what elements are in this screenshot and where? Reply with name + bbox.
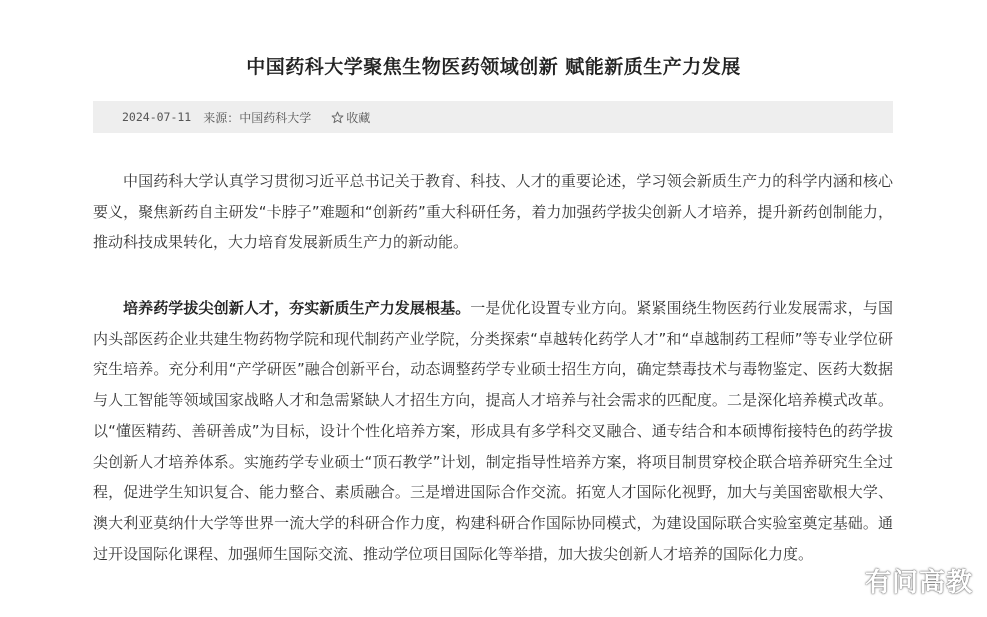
article-paragraph-1: 中国药科大学认真学习贯彻习近平总书记关于教育、科技、人才的重要论述，学习领会新质生产力的科学内涵和核心要义，聚焦新药自主研发“卡脖子”难题和“创新药”重大科研任务，着力加强药学拔尖创新人才培养，提升新药创制能力，推动科技成果转化，大力培育发展新质生产力的新动能。 — [93, 172, 893, 252]
star-outline-icon — [331, 111, 344, 124]
publish-date: 2024-07-11 — [122, 110, 192, 124]
paragraph-2-body: 一是优化设置专业方向。紧紧围绕生物医药行业发展需求，与国内头部医药企业共建生物药物学院和现代制药产业学院，分类探索“卓越转化药学人才”和“卓越制药工程师”等专业学位研究生培养。充分利用“产学研医”融合创新平台，动态调整药学专业硕士招生方向，确定禁毒技术与毒物鉴定、医药大数据与人工智能等领域国家战略人才和急需紧缺人才招生方向，提高人才培养与社会需求的匹配度。二是深化培养模式改革。以“懂医精药、善研善成”为目标，设计个性化培养方案，形成具有多学科交叉融合、通专结合和本硕博衔接特色的药学拔尖创新人才培养体系。实施药学专业硕士“顶石教学”计划，制定指导性培养方案，将项目制贯穿校企联合培养研究生全过程，促进学生知识复合、能力整合、素质融合。三是增进国际合作交流。拓宽人才国际化视野，加大与美国密歇根大学、澳大利亚莫纳什大学等世界一流大学的科研合作力度，构建科研合作国际协同模式，为建设国际联合实验室奠定基础。通过开设国际化课程、加强师生国际交流、推动学位项目国际化等举措，加大拔尖创新人才培养的国际化力度。 — [93, 299, 893, 563]
favorite-button[interactable] — [331, 109, 370, 126]
article-paragraph-2 — [93, 293, 893, 569]
favorite-label: 收藏 — [346, 110, 371, 125]
paragraph-2-lead: 培养药学拔尖创新人才，夯实新质生产力发展根基。 — [123, 299, 471, 317]
article-title: 中国药科大学聚焦生物医药领域创新 赋能新质生产力发展 — [246, 56, 741, 78]
source-label: 来源：中国药科大学 — [203, 110, 312, 125]
watermark: 有问高教 — [864, 568, 973, 598]
article-meta-bar — [93, 101, 893, 133]
